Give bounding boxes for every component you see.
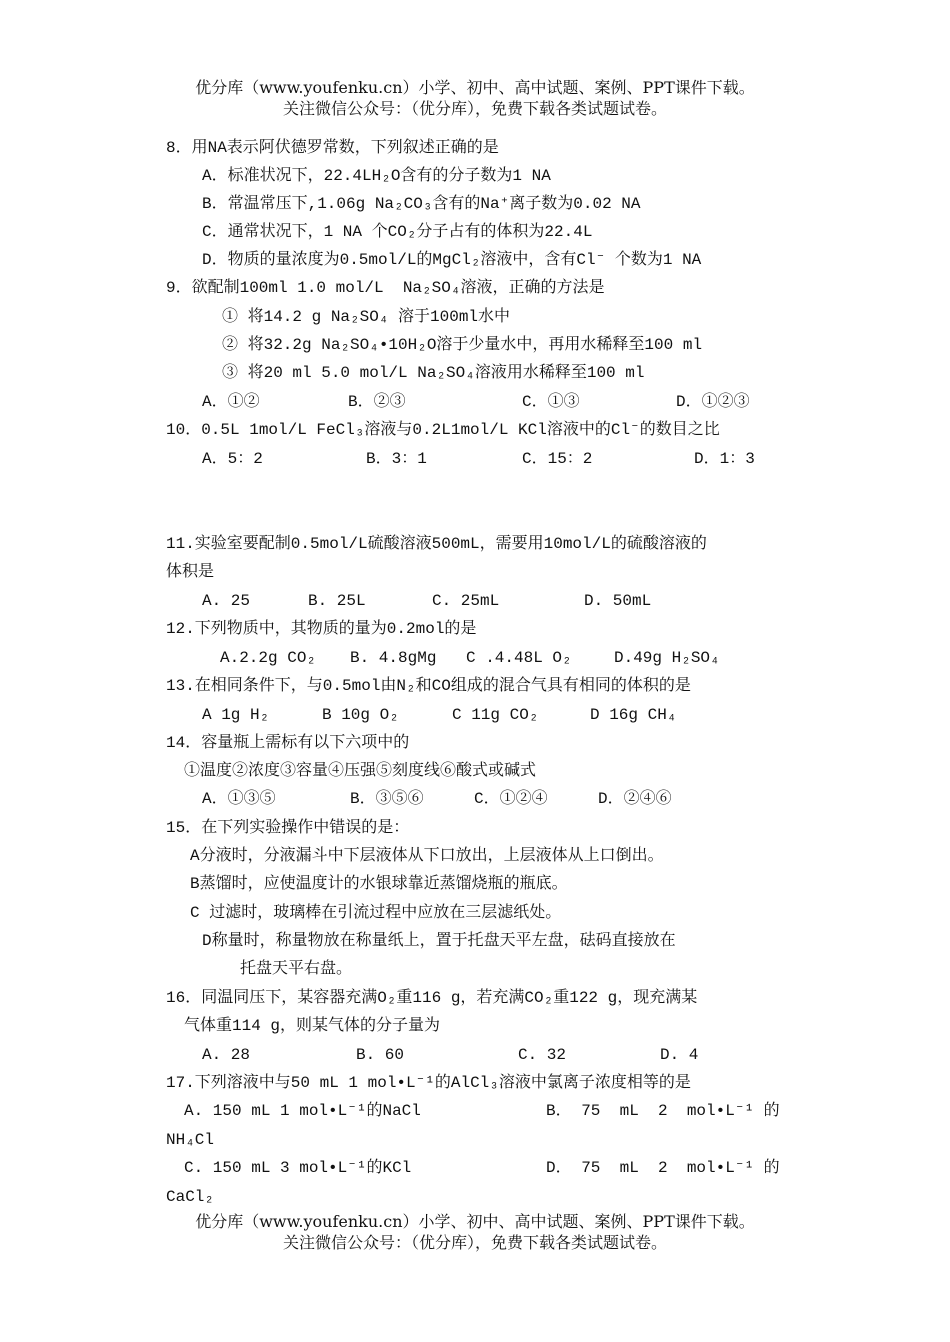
q15-option-a: A分液时，分液漏斗中下层液体从下口放出，上层液体从上口倒出。: [190, 847, 664, 865]
q14-items: ①温度②浓度③容量④压强⑤刻度线⑥酸式或碱式: [184, 762, 537, 780]
q15-option-b: B蒸馏时，应使温度计的水银球靠近蒸馏烧瓶的瓶底。: [190, 875, 568, 893]
q17-option-d-line-2: CaCl₂: [166, 1188, 215, 1206]
q15-option-d-line-1: D称量时，称量物放在称量纸上，置于托盘天平左盘，砝码直接放在: [202, 932, 676, 950]
q8-stem: 8．用NA表示阿伏德罗常数，下列叙述正确的是: [166, 139, 499, 157]
q14-stem: 14．容量瓶上需标有以下六项中的: [166, 734, 410, 752]
q11-option-c: C. 25mL: [432, 592, 500, 610]
q11-option-d: D. 50mL: [584, 592, 652, 610]
q16-option-d: D. 4: [660, 1046, 699, 1064]
q16-option-b: B. 60: [356, 1046, 405, 1064]
q12-stem: 12.下列物质中，其物质的量为0.2mol的是: [166, 620, 477, 638]
q10-stem: 10．0.5L 1mol/L FeCl₃溶液与0.2L1mol/L KCl溶液中的Cl⁻的数目之比: [166, 421, 720, 439]
q13-option-d: D 16g CH₄: [590, 706, 677, 724]
q14-option-d: D．②④⑥: [598, 790, 672, 808]
q16-stem-line-2: 气体重114 g，则某气体的分子量为: [184, 1017, 441, 1035]
q17-option-d-line-1: D． 75 mL 2 mol•L⁻¹ 的: [546, 1159, 780, 1177]
q11-option-a: A. 25: [202, 592, 251, 610]
q8-option-d: D．物质的量浓度为0.5mol/L的MgCl₂溶液中，含有Cl⁻ 个数为1 NA: [202, 251, 702, 269]
q15-option-c: C 过滤时，玻璃棒在引流过程中应放在三层滤纸处。: [190, 904, 562, 922]
q13-option-a: A 1g H₂: [202, 706, 270, 724]
q10-option-b: B．3：1: [366, 450, 427, 468]
q17-option-b-line-2: NH₄Cl: [166, 1131, 215, 1149]
q9-option-b: B．②③: [348, 393, 406, 411]
q10-option-c: C．15：2: [522, 450, 593, 468]
q9-statement-2: ② 将32.2g Na₂SO₄•10H₂O溶于少量水中，再用水稀释至100 ml: [222, 336, 703, 354]
header-line-2: 关注微信公众号：（优分库），免费下载各类试题试卷。: [282, 99, 667, 118]
q11-stem-line-1: 11.实验室要配制0.5mol/L硫酸溶液500mL，需要用10mol/L的硫酸溶液的: [166, 535, 707, 553]
footer-line-2: 关注微信公众号：（优分库），免费下载各类试题试卷。: [282, 1233, 667, 1252]
q9-statement-1: ① 将14.2 g Na₂SO₄ 溶于100ml水中: [222, 308, 511, 326]
q13-option-b: B 10g O₂: [322, 706, 399, 724]
q11-option-b: B. 25L: [308, 592, 366, 610]
q17-option-b-line-1: B． 75 mL 2 mol•L⁻¹ 的: [546, 1102, 780, 1120]
q16-option-c: C. 32: [518, 1046, 567, 1064]
header-line-1: 优分库（www.youfenku.cn）小学、初中、高中试题、案例、PPT课件下载。: [195, 78, 755, 97]
q13-stem: 13.在相同条件下，与0.5mol由N₂和CO组成的混合气具有相同的体积的是: [166, 677, 691, 695]
q9-option-c: C．①③: [522, 393, 580, 411]
q14-option-b: B．③⑤⑥: [350, 790, 424, 808]
q14-option-a: A．①③⑤: [202, 790, 276, 808]
q16-stem-line-1: 16．同温同压下，某容器充满O₂重116 g，若充满CO₂重122 g，现充满某: [166, 989, 698, 1007]
q9-stem: 9．欲配制100ml 1.0 mol/L Na₂SO₄溶液，正确的方法是: [166, 279, 605, 297]
q8-option-a: A．标准状况下，22.4LH₂O含有的分子数为1 NA: [202, 167, 551, 185]
q9-option-d: D．①②③: [676, 393, 750, 411]
q8-option-c: C．通常状况下，1 NA 个CO₂分子占有的体积为22.4L: [202, 223, 593, 241]
q9-statement-3: ③ 将20 ml 5.0 mol/L Na₂SO₄溶液用水稀释至100 ml: [222, 364, 645, 382]
q15-stem: 15．在下列实验操作中错误的是：: [166, 819, 410, 837]
q13-option-c: C 11g CO₂: [452, 706, 539, 724]
q8-option-b: B．常温常压下,1.06g Na₂CO₃含有的Na⁺离子数为0.02 NA: [202, 195, 641, 213]
footer-line-1: 优分库（www.youfenku.cn）小学、初中、高中试题、案例、PPT课件下载。: [195, 1212, 755, 1231]
q14-option-c: C．①②④: [474, 790, 548, 808]
q17-option-a: A. 150 mL 1 mol•L⁻¹的NaCl: [184, 1102, 421, 1120]
q9-option-a: A．①②: [202, 393, 260, 411]
q10-option-a: A．5：2: [202, 450, 263, 468]
q12-option-a: A.2.2g CO₂: [220, 649, 317, 667]
q15-option-d-line-2: 托盘天平右盘。: [240, 960, 353, 978]
q16-option-a: A. 28: [202, 1046, 251, 1064]
q17-option-c: C. 150 mL 3 mol•L⁻¹的KCl: [184, 1159, 412, 1177]
q17-stem: 17.下列溶液中与50 mL 1 mol•L⁻¹的AlCl₃溶液中氯离子浓度相等的是: [166, 1074, 691, 1092]
q11-stem-line-2: 体积是: [166, 563, 215, 581]
q10-option-d: D．1：3: [694, 450, 755, 468]
q12-option-d: D.49g H₂SO₄: [614, 649, 720, 667]
q12-option-b: B. 4.8gMg: [350, 649, 437, 667]
q12-option-c: C .4.48L O₂: [466, 649, 572, 667]
